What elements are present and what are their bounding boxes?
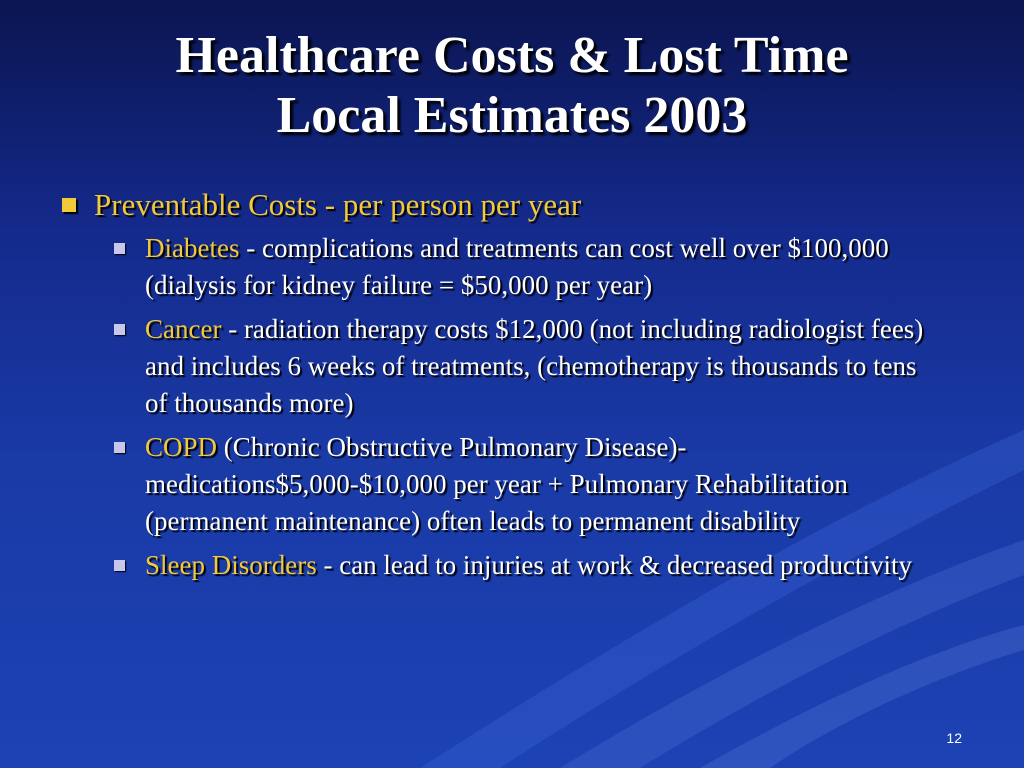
list-item-copd <box>114 429 938 540</box>
term-sleep-disorders: Sleep Disorders <box>145 550 317 580</box>
description-cancer: - radiation therapy costs $12,000 (not including radiologist fees) and includes 6 weeks of treatments, (chemotherapy is thousands to tens of thousands more) <box>145 314 924 418</box>
square-bullet-icon <box>62 198 76 212</box>
square-bullet-icon <box>114 442 125 453</box>
sub-bullet-list <box>114 230 938 584</box>
description-sleep-disorders: - can lead to injuries at work & decreased productivity <box>316 550 913 580</box>
list-item-text <box>145 429 938 540</box>
list-item-cancer <box>114 311 938 422</box>
square-bullet-icon <box>114 560 125 571</box>
square-bullet-icon <box>114 324 125 335</box>
term-copd: COPD <box>145 432 218 462</box>
description-copd: (Chronic Obstructive Pulmonary Disease)- medications$5,000-$10,000 per year + Pulmonary Rehabilitation (permanent maintenance) often leads to permanent disability <box>145 432 848 536</box>
list-item-text <box>145 230 938 304</box>
list-item-diabetes <box>114 230 938 304</box>
term-cancer: Cancer <box>145 314 222 344</box>
square-bullet-icon <box>114 243 125 254</box>
description-diabetes: - complications and treatments can cost well over $100,000 (dialysis for kidney failure = $50,000 per year) <box>145 233 889 300</box>
main-bullet-text: Preventable Costs - per person per year <box>94 187 582 222</box>
list-item-text <box>145 311 938 422</box>
term-diabetes: Diabetes <box>145 233 240 263</box>
page-number: 12 <box>946 730 962 746</box>
title-line-1: Healthcare Costs & Lost Time <box>175 27 849 84</box>
list-item-text <box>145 547 938 584</box>
slide-title <box>40 26 984 146</box>
list-item-sleep-disorders <box>114 547 938 584</box>
slide-content <box>58 186 938 591</box>
title-line-2: Local Estimates 2003 <box>276 87 748 144</box>
main-bullet <box>58 186 938 224</box>
